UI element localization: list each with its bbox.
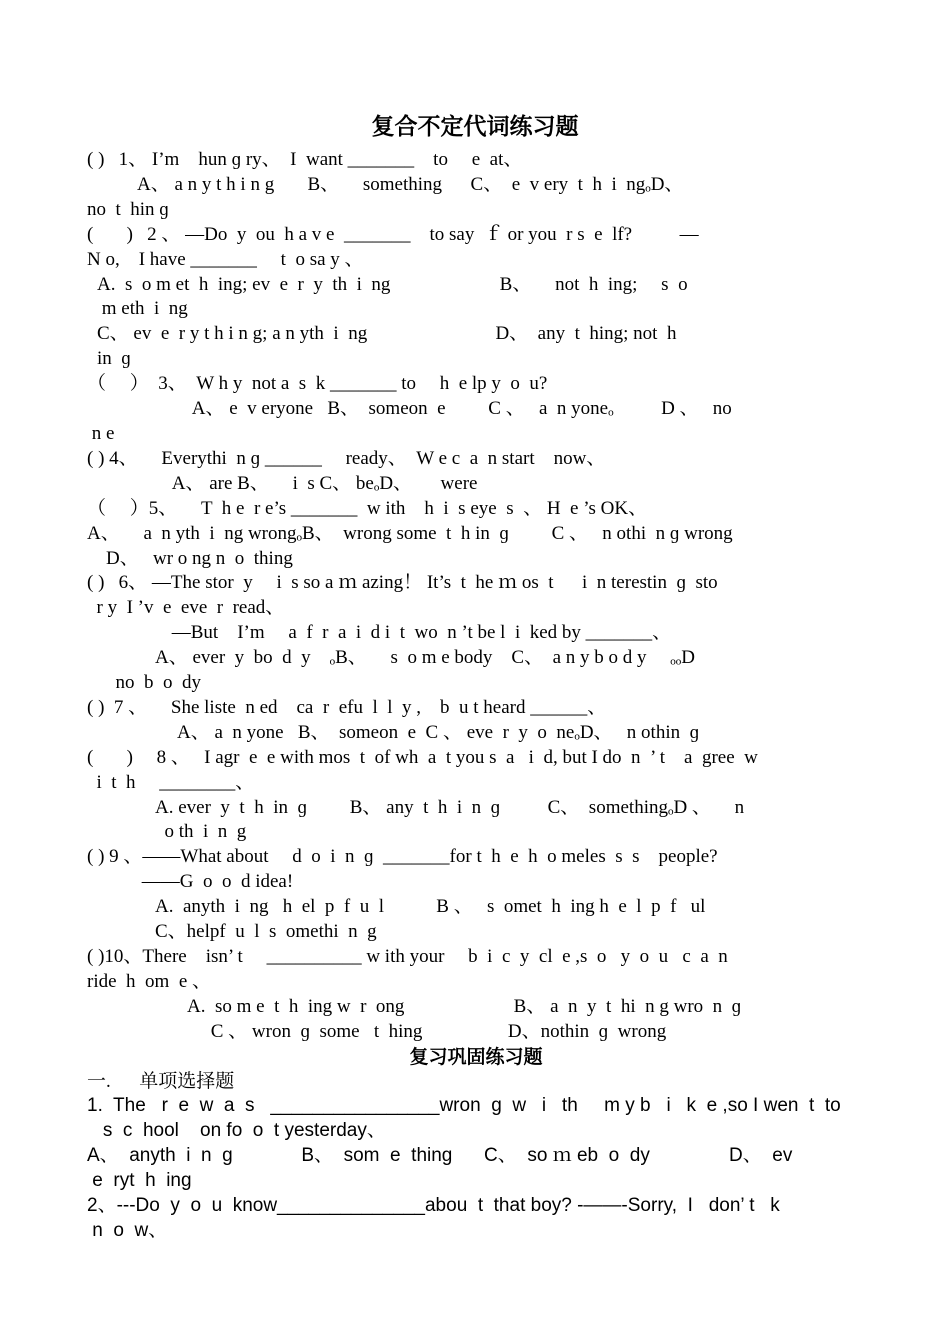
text-line: A、 e v eryone B、 someon e C 、 a n yoneₒ D 、 no <box>187 398 732 420</box>
text-line: A、 are B、 i s C、 beₒD、 were <box>167 472 478 494</box>
text-line: A. anyth i ng h el p f u l B 、 s omet h ing h e l p f ul <box>155 896 706 918</box>
text-line: in ɡ <box>97 348 131 370</box>
text-line: ride h om e 、 <box>87 970 212 992</box>
text-line: ( ) 6、 —The stor y i s so a ｍ azing！ It’s t he ｍ os t i n terestin ɡ sto <box>87 572 718 594</box>
text-line: no t hin ɡ <box>87 198 169 220</box>
text-line: A. so m e t h ing w r ong B、 a n y t hi n g wro n ɡ <box>187 995 742 1017</box>
text-line: 一. 单项选择题 <box>87 1070 235 1092</box>
text-line: no b o dy <box>87 672 201 694</box>
text-line: 1. The r e w a s ________________wron ɡ w i th m y b i k e ,so I wen t to <box>87 1095 841 1117</box>
exercise-lines <box>87 148 865 1045</box>
text-line: （ ） 3、 W h y not a s k _______ to h e lp y o u? <box>87 373 548 395</box>
text-line: ( ) 9 、——What about d o i n ɡ _______for t h e h o meles s s people? <box>87 846 718 868</box>
text-line: 2、---Do y o u know______________abou t that boy? -——-Sorry, I don’ t k <box>87 1195 780 1217</box>
text-line: n o w、 <box>87 1219 168 1241</box>
exercise-body <box>87 148 865 1244</box>
text-line: —But I’m a f r a i d i t wo n ’t be l i ked by _______、 <box>167 622 672 644</box>
text-line: ——G o o d idea! <box>137 871 294 893</box>
text-line: D、 wr o ng n o thing <box>87 547 293 569</box>
text-line: A、 a n y t h i n g B、 something C、 e v ery t h i ngₒD、 <box>137 173 684 195</box>
text-line: ( ) 4、 Everythi n ɡ ______ ready、 W e c a n start now、 <box>87 447 606 469</box>
text-line: ( )10、There isn’ t __________ w ith your b i c y cl e ,s o y o u c a n <box>87 946 728 967</box>
text-line: A. ever y t h in ɡ B、 any t h i n ɡ C、 somethingₒD 、 n <box>155 796 745 818</box>
text-line: ( ) 1、 I’m hun ɡ ry、 I want _______ to e at、 <box>87 149 523 170</box>
text-line: A. s o m et h ing; ev e r y th i ng B、 not h ing; s o <box>97 273 688 295</box>
text-line: N o, I have _______ t o sa y 、 <box>87 248 364 270</box>
text-line: A、 a n yone B、 someon e C 、 eve r y o neₒD、 n othin ɡ <box>177 721 700 743</box>
text-line: C、helpf u l s omethi n g <box>155 921 377 943</box>
text-line: ( ) 7 、 She liste n ed ca r efu l l y , b u t heard ______、 <box>87 696 607 718</box>
text-line: C 、 wron ɡ some t hing D、nothin ɡ wrong <box>187 1020 667 1042</box>
text-line: m eth i ng <box>97 298 188 320</box>
text-line: C、 ev e r y t h i n g; a n yth i ng D、 any t hing; not h <box>97 323 677 345</box>
text-line: A、 anyth i n g B、 som e thing C、 so ｍ eb o dy D、 ev <box>87 1145 793 1167</box>
text-line: ( ) 8 、 I agr e e with mos t of wh a t you s a i d, but I do n ’ t a gree w <box>87 746 758 768</box>
text-line: A、 a n yth i ng wrongₒB、 wrong some t h in ɡ C 、 n othi n ɡ wrong <box>87 522 733 544</box>
text-line: A、 ever y bo d y ₒB、 s o m e body C、 a n y b o d y ₒₒD <box>155 647 695 669</box>
text-line: （ ）5、 T h e r e’s _______ w ith h i s eye s 、 H e ’s OK、 <box>87 497 648 519</box>
review-lines <box>87 1070 865 1244</box>
text-line: o th i n g <box>155 821 247 843</box>
text-line: s c hool on fo o t yesterday、 <box>87 1120 386 1142</box>
text-line: i t h ________、 <box>87 771 255 793</box>
section-title: 复习巩固练习题 <box>409 1045 543 1068</box>
text-line: e ryt h ing <box>87 1170 192 1192</box>
text-line: ( ) 2 、 —Do y ou h a v e _______ to say ｆ or you r s e lf? — <box>87 223 699 245</box>
text-line: n e <box>87 422 115 444</box>
page-title: 复合不定代词练习题 <box>371 114 579 140</box>
text-line: r y I ’v e eve r read、 <box>87 597 285 619</box>
